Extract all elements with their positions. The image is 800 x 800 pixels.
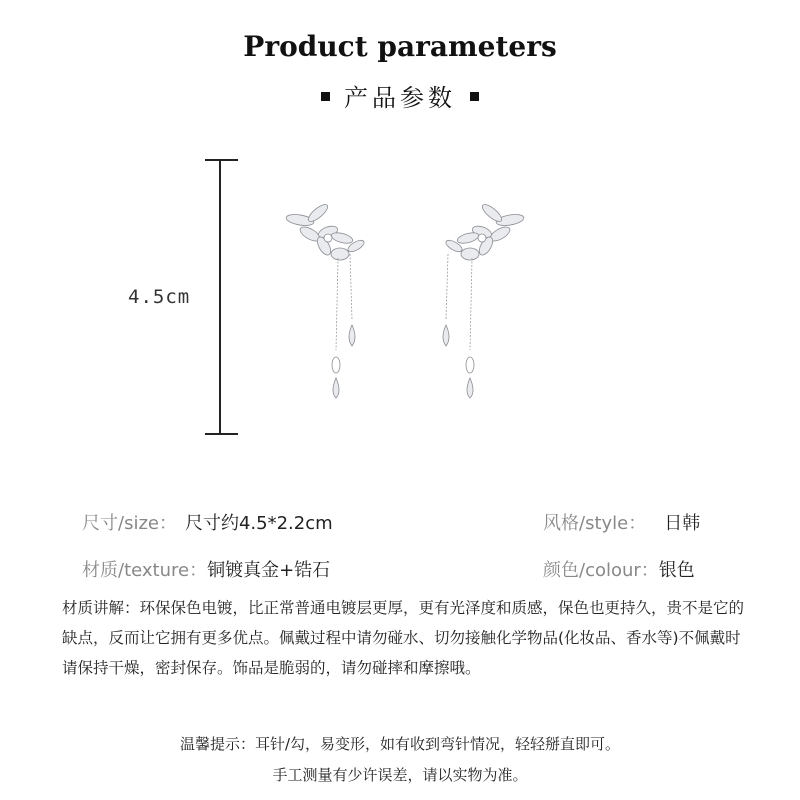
spec-style-value: 日韩 bbox=[664, 513, 701, 534]
spec-colour-label: 颜色/colour： bbox=[543, 560, 659, 581]
subtitle-text: 产品参数 bbox=[344, 84, 456, 112]
tip-line-1: 温馨提示：耳针/勾，易变形，如有收到弯针情况，轻轻掰直即可。 bbox=[179, 735, 621, 753]
spec-size bbox=[82, 509, 333, 535]
spec-texture bbox=[82, 556, 330, 582]
spec-colour bbox=[543, 556, 695, 582]
earrings-image bbox=[270, 200, 540, 430]
material-description: 材质讲解：环保保色电镀，比正常普通电镀层更厚，更有光泽度和质感，保色也更持久，贵不是它的缺点，反而让它拥有更多优点。佩戴过程中请勿碰水、切勿接触化学物品(化妆品、香水等)不佩戴时请保持干燥，密封保存。饰品是脆弱的，请勿碰摔和摩擦哦。 bbox=[62, 599, 745, 677]
right-earring bbox=[443, 202, 525, 398]
tip-line-2: 手工测量有少许误差，请以实物为准。 bbox=[272, 766, 528, 784]
spec-texture-value: 铜镀真金+锆石 bbox=[207, 560, 331, 581]
spec-size-value: 尺寸约4.5*2.2cm bbox=[184, 513, 333, 534]
height-dimension-label: 4.5cm bbox=[128, 286, 191, 308]
spec-texture-label: 材质/texture： bbox=[82, 560, 208, 581]
left-earring bbox=[285, 202, 365, 398]
spec-size-label: 尺寸/size： bbox=[82, 513, 177, 534]
spec-style-label: 风格/style： bbox=[543, 513, 647, 534]
spec-style bbox=[543, 509, 700, 535]
page-title: Product parameters bbox=[243, 30, 557, 63]
spec-colour-value: 银色 bbox=[658, 560, 695, 581]
